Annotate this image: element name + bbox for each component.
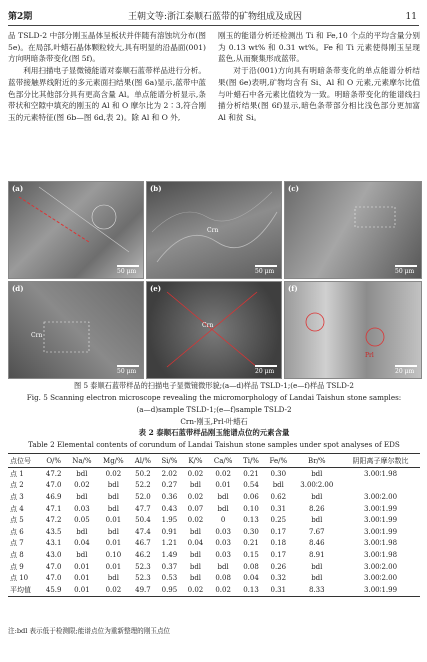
- table-cell: 0.36: [161, 492, 178, 501]
- table-cell: 0.02: [208, 584, 238, 596]
- table-cell: 0.02: [74, 481, 90, 490]
- table-cell: bdl: [189, 481, 202, 490]
- table-body: [8, 468, 420, 597]
- panel-label: (f): [288, 284, 298, 293]
- table-header-cell: Al/%: [130, 454, 157, 468]
- table-cell: 43.5: [45, 527, 62, 536]
- table-cell: 0.01: [105, 516, 122, 525]
- table-cell: 0.21: [243, 539, 259, 548]
- panel-label: (a): [12, 184, 24, 193]
- table-cell: 0.03: [215, 527, 231, 536]
- table-cell: 3.00∶1.99: [364, 516, 398, 525]
- table-header-cell: 点位号: [8, 454, 41, 468]
- table-cell: bdl: [217, 492, 229, 501]
- table-cell: bdl: [217, 562, 229, 571]
- table-cell: bdl: [217, 504, 229, 513]
- table-cell: 0.62: [270, 492, 287, 501]
- table-cell: 0.95: [156, 584, 182, 596]
- table-cell: 0.31: [270, 504, 287, 513]
- table-cell: 0.26: [270, 562, 287, 571]
- sem-figure: [8, 181, 420, 378]
- table-cell: 3.00∶1.98: [364, 550, 398, 559]
- table-cell: 0.31: [264, 584, 292, 596]
- table-row: [8, 468, 420, 480]
- table-cell: 52.3: [135, 574, 151, 583]
- table-row: [8, 538, 420, 550]
- table-cell: 47.4: [135, 527, 151, 536]
- table-cell: 0.30: [243, 527, 259, 536]
- table-cell: 46.7: [135, 539, 151, 548]
- table-header-cell: 阴阳离子摩尔数比: [341, 454, 420, 468]
- texture-image: [147, 282, 281, 378]
- figure-caption-cn: 图 5 泰顺石蓝带样品的扫描电子显微镜微形貌;(a—d)样品 TSLD-1;(e—f)样品 TSLD-2: [73, 381, 355, 390]
- table-cell: bdl: [272, 481, 284, 490]
- running-header: [8, 6, 419, 26]
- table-cell: 47.0: [45, 574, 62, 583]
- texture-image: [9, 182, 143, 278]
- sem-panel-e: [146, 281, 282, 379]
- table-header-cell: K/%: [183, 454, 209, 468]
- table-cell: 47.7: [135, 504, 151, 513]
- table-cell: bdl: [189, 550, 202, 559]
- scale-bar: 50 μm: [395, 265, 417, 275]
- mineral-mark: Crn: [207, 227, 219, 234]
- table-cell: 45.9: [41, 584, 67, 596]
- table-cell: 3.00∶1.98: [364, 539, 398, 548]
- table-cell: 3.00∶1.99: [364, 527, 398, 536]
- table-cell: bdl: [311, 469, 323, 478]
- table-header-cell: Si/%: [156, 454, 182, 468]
- table-cell: 0.03: [215, 539, 231, 548]
- texture-image: [285, 282, 421, 378]
- table-header-cell: Br/%: [293, 454, 342, 468]
- table-cell: 0.18: [270, 539, 287, 548]
- table-cell: 43.0: [45, 550, 62, 559]
- left-paragraph-1: 品 TSLD-2 中部分刚玉晶体呈板状并伴随有溶蚀坑分布(图 5e)。在局部,叶蜡石晶体颗粒较大,具有明显的沿晶面(001)方向明暗条带变化(图 5f)。: [8, 31, 206, 64]
- table-cell: 52.3: [135, 562, 151, 571]
- table-cell: 点 1: [10, 469, 24, 478]
- table-cell: bdl: [107, 504, 119, 513]
- table-cell: bdl: [107, 492, 119, 501]
- table-cell: 0.01: [67, 584, 98, 596]
- table-cell: 0.04: [243, 574, 259, 583]
- table-cell: 0.01: [74, 562, 90, 571]
- table-cell: 47.0: [45, 562, 62, 571]
- table-cell: 0.13: [238, 584, 264, 596]
- table-cell: 8.33: [293, 584, 342, 596]
- table-cell: 点 7: [10, 539, 24, 548]
- scale-bar: 50 μm: [117, 265, 139, 275]
- right-column: [218, 30, 420, 124]
- table-header-cell: Na/%: [67, 454, 98, 468]
- table-cell: 0.01: [74, 574, 90, 583]
- table-cell: 0.53: [161, 574, 178, 583]
- table-cell: bdl: [311, 574, 323, 583]
- table-header-cell: Ca/%: [208, 454, 238, 468]
- table-cell: 点 9: [10, 562, 24, 571]
- table-cell: 0.02: [187, 469, 204, 478]
- table-cell: 47.1: [45, 504, 62, 513]
- table-cell: 1.95: [161, 516, 178, 525]
- table-cell: 0.17: [270, 550, 287, 559]
- table-cell: 0.01: [215, 481, 231, 490]
- table-cell: 平均值: [8, 584, 41, 596]
- table-cell: 47.2: [45, 516, 62, 525]
- table-row: [8, 549, 420, 561]
- panel-label: (b): [150, 184, 162, 193]
- table-cell: 0.02: [105, 469, 122, 478]
- table-cell: 3.00∶1.99: [364, 504, 398, 513]
- table-cell: 0.10: [243, 504, 259, 513]
- table-row: [8, 514, 420, 526]
- table-cell: 3.00∶2.00: [300, 481, 334, 490]
- left-paragraph-2: 利用扫描电子显微镜能谱对泰顺石蓝带样品进行分析。蓝带接触界线附近的多元素面扫结果(图 6a)显示,蓝带中蓝色部分比其他部分具有更高含量 Al。单点能谱分析显示,条带状和空隙中填充的刚玉的 Al 和 O 摩尔比为 2∶3,符合刚玉的元素特征(图 6b—图 6d,表 2)。除 Al 和 O 外,: [8, 66, 206, 122]
- table-cell: 8.91: [309, 550, 325, 559]
- table-cell: 52.2: [135, 481, 151, 490]
- table-cell: 2.02: [161, 469, 178, 478]
- table-cell: 点 4: [10, 504, 24, 513]
- table-cell: bdl: [76, 469, 88, 478]
- table-cell: bdl: [107, 481, 119, 490]
- table-cell: 1.49: [161, 550, 178, 559]
- table-cell: 0.01: [105, 539, 122, 548]
- panel-label: (d): [12, 284, 24, 293]
- texture-image: [285, 182, 421, 278]
- table-cell: bdl: [107, 527, 119, 536]
- table-cell: bdl: [311, 516, 323, 525]
- table-row: [8, 584, 420, 596]
- table-row: [8, 526, 420, 538]
- table-cell: 0.27: [161, 481, 178, 490]
- table-cell: bdl: [76, 527, 88, 536]
- page-number: 11: [405, 12, 417, 22]
- table-row: [8, 491, 420, 503]
- table-cell: 0.17: [270, 527, 287, 536]
- table-cell: 0: [220, 516, 226, 525]
- table-cell: 点 2: [10, 481, 24, 490]
- panel-label: (c): [288, 184, 299, 193]
- figure-caption-en-line2: (a—d)sample TSLD-1;(e—f)sample TSLD-2: [136, 405, 292, 414]
- sem-panel-c: [284, 181, 422, 279]
- table-cell: 46.2: [135, 550, 151, 559]
- sem-panel-b: [146, 181, 282, 279]
- eds-table: [8, 453, 420, 597]
- sem-panel-f: [284, 281, 422, 379]
- table-cell: 50.2: [135, 469, 151, 478]
- table-note: 注:bdl 表示低于检测限;能谱点位为重新整理的刚玉点位: [8, 627, 171, 635]
- table-cell: 点 5: [10, 516, 24, 525]
- running-title: 王朝文等:浙江泰顺石蓝带的矿物组成及成因: [128, 12, 303, 22]
- sem-panel-d: [8, 281, 144, 379]
- panel-label: (e): [150, 284, 162, 293]
- mineral-mark: Prl: [365, 352, 374, 359]
- table-cell: 0.25: [270, 516, 287, 525]
- table-cell: bdl: [189, 574, 202, 583]
- table-header-cell: Ti/%: [238, 454, 264, 468]
- table-cell: 47.2: [45, 469, 62, 478]
- table-cell: bdl: [189, 562, 202, 571]
- table-cell: 0.32: [270, 574, 287, 583]
- table-cell: 47.0: [45, 481, 62, 490]
- table-cell: bdl: [107, 574, 119, 583]
- right-paragraph-2: 对于沿(001)方向具有明暗条带变化的单点能谱分析结果(图 6e)表明,矿物均含有 Si、Al 和 O 元素,元素摩尔比值与叶蜡石中各元素比值较为一致。明暗条带变化的能谱线扫描分析结果(图 6f)显示,暗色条带部分相比浅色部分更加富 Al 和贫 Si。: [218, 66, 420, 122]
- table-cell: 0.02: [97, 584, 129, 596]
- table-cell: 0.43: [161, 504, 178, 513]
- table-cell: bdl: [76, 492, 88, 501]
- table-cell: 0.08: [215, 574, 231, 583]
- table-cell: bdl: [189, 527, 202, 536]
- table-cell: 点 10: [10, 574, 29, 583]
- figure-caption-abbreviations: Crn-刚玉,Prl-叶蜡石: [180, 417, 248, 426]
- table-row: [8, 572, 420, 584]
- table-cell: 3.00∶1.99: [341, 584, 420, 596]
- table-header-cell: Fe/%: [264, 454, 292, 468]
- table-cell: 0.08: [243, 562, 259, 571]
- figure-caption-en-line1: Fig. 5 Scanning electron microscope revealing the micromorphology of Landai Taishun stone samples:: [26, 393, 402, 402]
- table-cell: 49.7: [130, 584, 157, 596]
- table-cell: bdl: [76, 550, 88, 559]
- table-row: [8, 503, 420, 515]
- table-cell: 46.9: [45, 492, 62, 501]
- table-cell: 0.54: [243, 481, 259, 490]
- issue-label: 第2期: [8, 12, 33, 22]
- table-cell: 8.46: [309, 539, 325, 548]
- table-cell: 点 3: [10, 492, 24, 501]
- scale-bar: 50 μm: [117, 365, 139, 375]
- table-cell: 0.02: [187, 492, 204, 501]
- table-cell: 0.21: [243, 469, 259, 478]
- table-cell: 0.07: [187, 504, 204, 513]
- table-cell: 0.91: [161, 527, 178, 536]
- table-cell: 0.02: [187, 516, 204, 525]
- table-cell: 0.04: [74, 539, 90, 548]
- table-row: [8, 561, 420, 573]
- table-cell: 0.30: [270, 469, 287, 478]
- table-cell: 1.21: [161, 539, 178, 548]
- table-cell: 0.03: [74, 504, 90, 513]
- right-paragraph-1: 刚玉的能谱分析还检测出 Ti 和 Fe,10 个点的平均含量分别为 0.13 wt% 和 0.31 wt%。Fe 和 Ti 元素使得刚玉呈现蓝色,从而聚集形成蓝带。: [218, 31, 420, 64]
- table-header-row: [8, 454, 420, 468]
- mineral-mark: Crn: [202, 322, 214, 329]
- table-cell: 0.15: [243, 550, 259, 559]
- table-cell: 点 6: [10, 527, 24, 536]
- table-cell: bdl: [311, 562, 323, 571]
- table-cell: 50.4: [135, 516, 151, 525]
- table-cell: 0.03: [215, 550, 231, 559]
- table-cell: 3.00∶1.98: [364, 469, 398, 478]
- table-cell: 43.1: [45, 539, 62, 548]
- table-header-cell: O/%: [41, 454, 67, 468]
- sem-panel-a: [8, 181, 144, 279]
- table-cell: 0.06: [243, 492, 259, 501]
- table-cell: 0.10: [105, 550, 122, 559]
- table-cell: 0.13: [243, 516, 259, 525]
- scale-bar: 20 μm: [255, 365, 277, 375]
- table-cell: 0.37: [161, 562, 178, 571]
- table-cell: 8.26: [309, 504, 325, 513]
- table-cell: 0.05: [74, 516, 90, 525]
- table-cell: 0.02: [215, 469, 231, 478]
- table-row: [8, 480, 420, 492]
- mineral-mark: Crn: [31, 332, 43, 339]
- table-cell: 52.0: [135, 492, 151, 501]
- table-cell: bdl: [311, 492, 323, 501]
- table-header-cell: Mg/%: [97, 454, 129, 468]
- left-column: [8, 30, 206, 124]
- table-title-en: Table 2 Elemental contents of corundum of Landai Taishun stone samples under spot analyses of EDS: [28, 440, 400, 449]
- table-cell: 3.00∶2.00: [364, 574, 398, 583]
- scale-bar: 50 μm: [255, 265, 277, 275]
- table-cell: 0.04: [187, 539, 204, 548]
- table-cell: 7.67: [309, 527, 325, 536]
- texture-image: [9, 282, 143, 378]
- table-cell: 0.02: [183, 584, 209, 596]
- table-cell: 3.00∶2.00: [364, 492, 398, 501]
- scale-bar: 20 μm: [395, 365, 417, 375]
- table-title-cn: 表 2 泰顺石蓝带样品刚玉能谱点位的元素含量: [138, 428, 290, 437]
- table-cell: 3.00∶2.00: [364, 562, 398, 571]
- table-cell: 点 8: [10, 550, 24, 559]
- table-cell: 0.01: [105, 562, 122, 571]
